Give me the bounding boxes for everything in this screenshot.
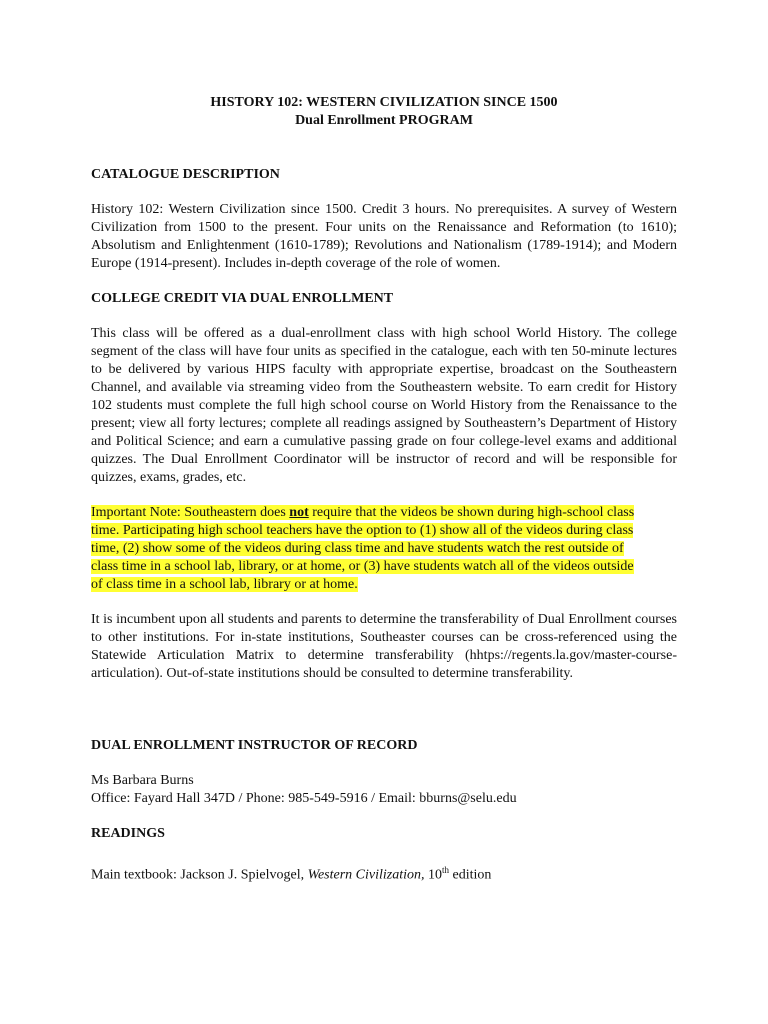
main-textbook: Main textbook: Jackson J. Spielvogel, Western Civilization, 10th edition	[91, 865, 492, 883]
book-title: Western Civilization,	[307, 867, 425, 883]
document-title: HISTORY 102: WESTERN CIVILIZATION SINCE 1500	[210, 95, 558, 110]
instructor-heading: DUAL ENROLLMENT INSTRUCTOR OF RECORD	[91, 738, 418, 753]
note-line: time. Participating high school teachers have the option to (1) show all of the videos during class	[91, 523, 634, 538]
note-line: time, (2) show some of the videos during class time and have students watch the rest outside of	[91, 541, 624, 556]
catalogue-paragraph: History 102: Western Civilization since 1500. Credit 3 hours. No prerequisites. A survey of Western Civilization from 1500 to the present. Four units on the Renaissance and Reformation (to 1610); Absolutism and Enlightenment (1610-1789); Revolutions and Nationalism (1789-1914); and Modern Europe (1914-present). Includes in-depth coverage of the role of women.	[91, 202, 677, 271]
readings-heading: READINGS	[91, 826, 165, 841]
transferability-paragraph: It is incumbent upon all students and parents to determine the transferability of Dual Enrollment courses to other institutions. For in-state institutions, Southeaster courses can be cross-referenced using the Statewide Articulation Matrix to determine transferability (hhtps://regents.la.gov/master-course-articulation). Out-of-state institutions should be consulted to determine transferability.	[91, 612, 677, 681]
credit-paragraph: This class will be offered as a dual-enrollment class with high school World History. The college segment of the class will have four units as specified in the catalogue, each with ten 50-minute lectures to be delivered by various HIPS faculty with appropriate expertise, broadcast on the Southeastern Channel, and available via streaming video from the Southeastern website. To earn credit for History 102 students must complete the full high school course on World History from the Renaissance to the present; view all forty lectures; complete all readings assigned by Southeastern’s Department of History and Political Science; and earn a cumulative passing grade on four college-level exams and additional quizzes. The Dual Enrollment Coordinator will be instructor of record and will be responsible for quizzes, exams, grades, etc.	[91, 326, 677, 485]
instructor-contact: Office: Fayard Hall 347D / Phone: 985-549-5916 / Email: bburns@selu.edu	[91, 791, 517, 806]
note-line: class time in a school lab, library, or at home, or (3) have students watch all of the videos outside	[91, 559, 634, 574]
note-line: of class time in a school lab, library or at home.	[91, 577, 358, 592]
emphasis-not: not	[289, 505, 309, 520]
note-line: Important Note: Southeastern does not require that the videos be shown during high-school class	[91, 505, 635, 520]
catalogue-heading: CATALOGUE DESCRIPTION	[91, 167, 280, 182]
credit-heading: COLLEGE CREDIT VIA DUAL ENROLLMENT	[91, 291, 394, 306]
instructor-name: Ms Barbara Burns	[91, 773, 194, 788]
important-note	[91, 504, 677, 594]
document-subtitle: Dual Enrollment PROGRAM	[295, 113, 473, 128]
